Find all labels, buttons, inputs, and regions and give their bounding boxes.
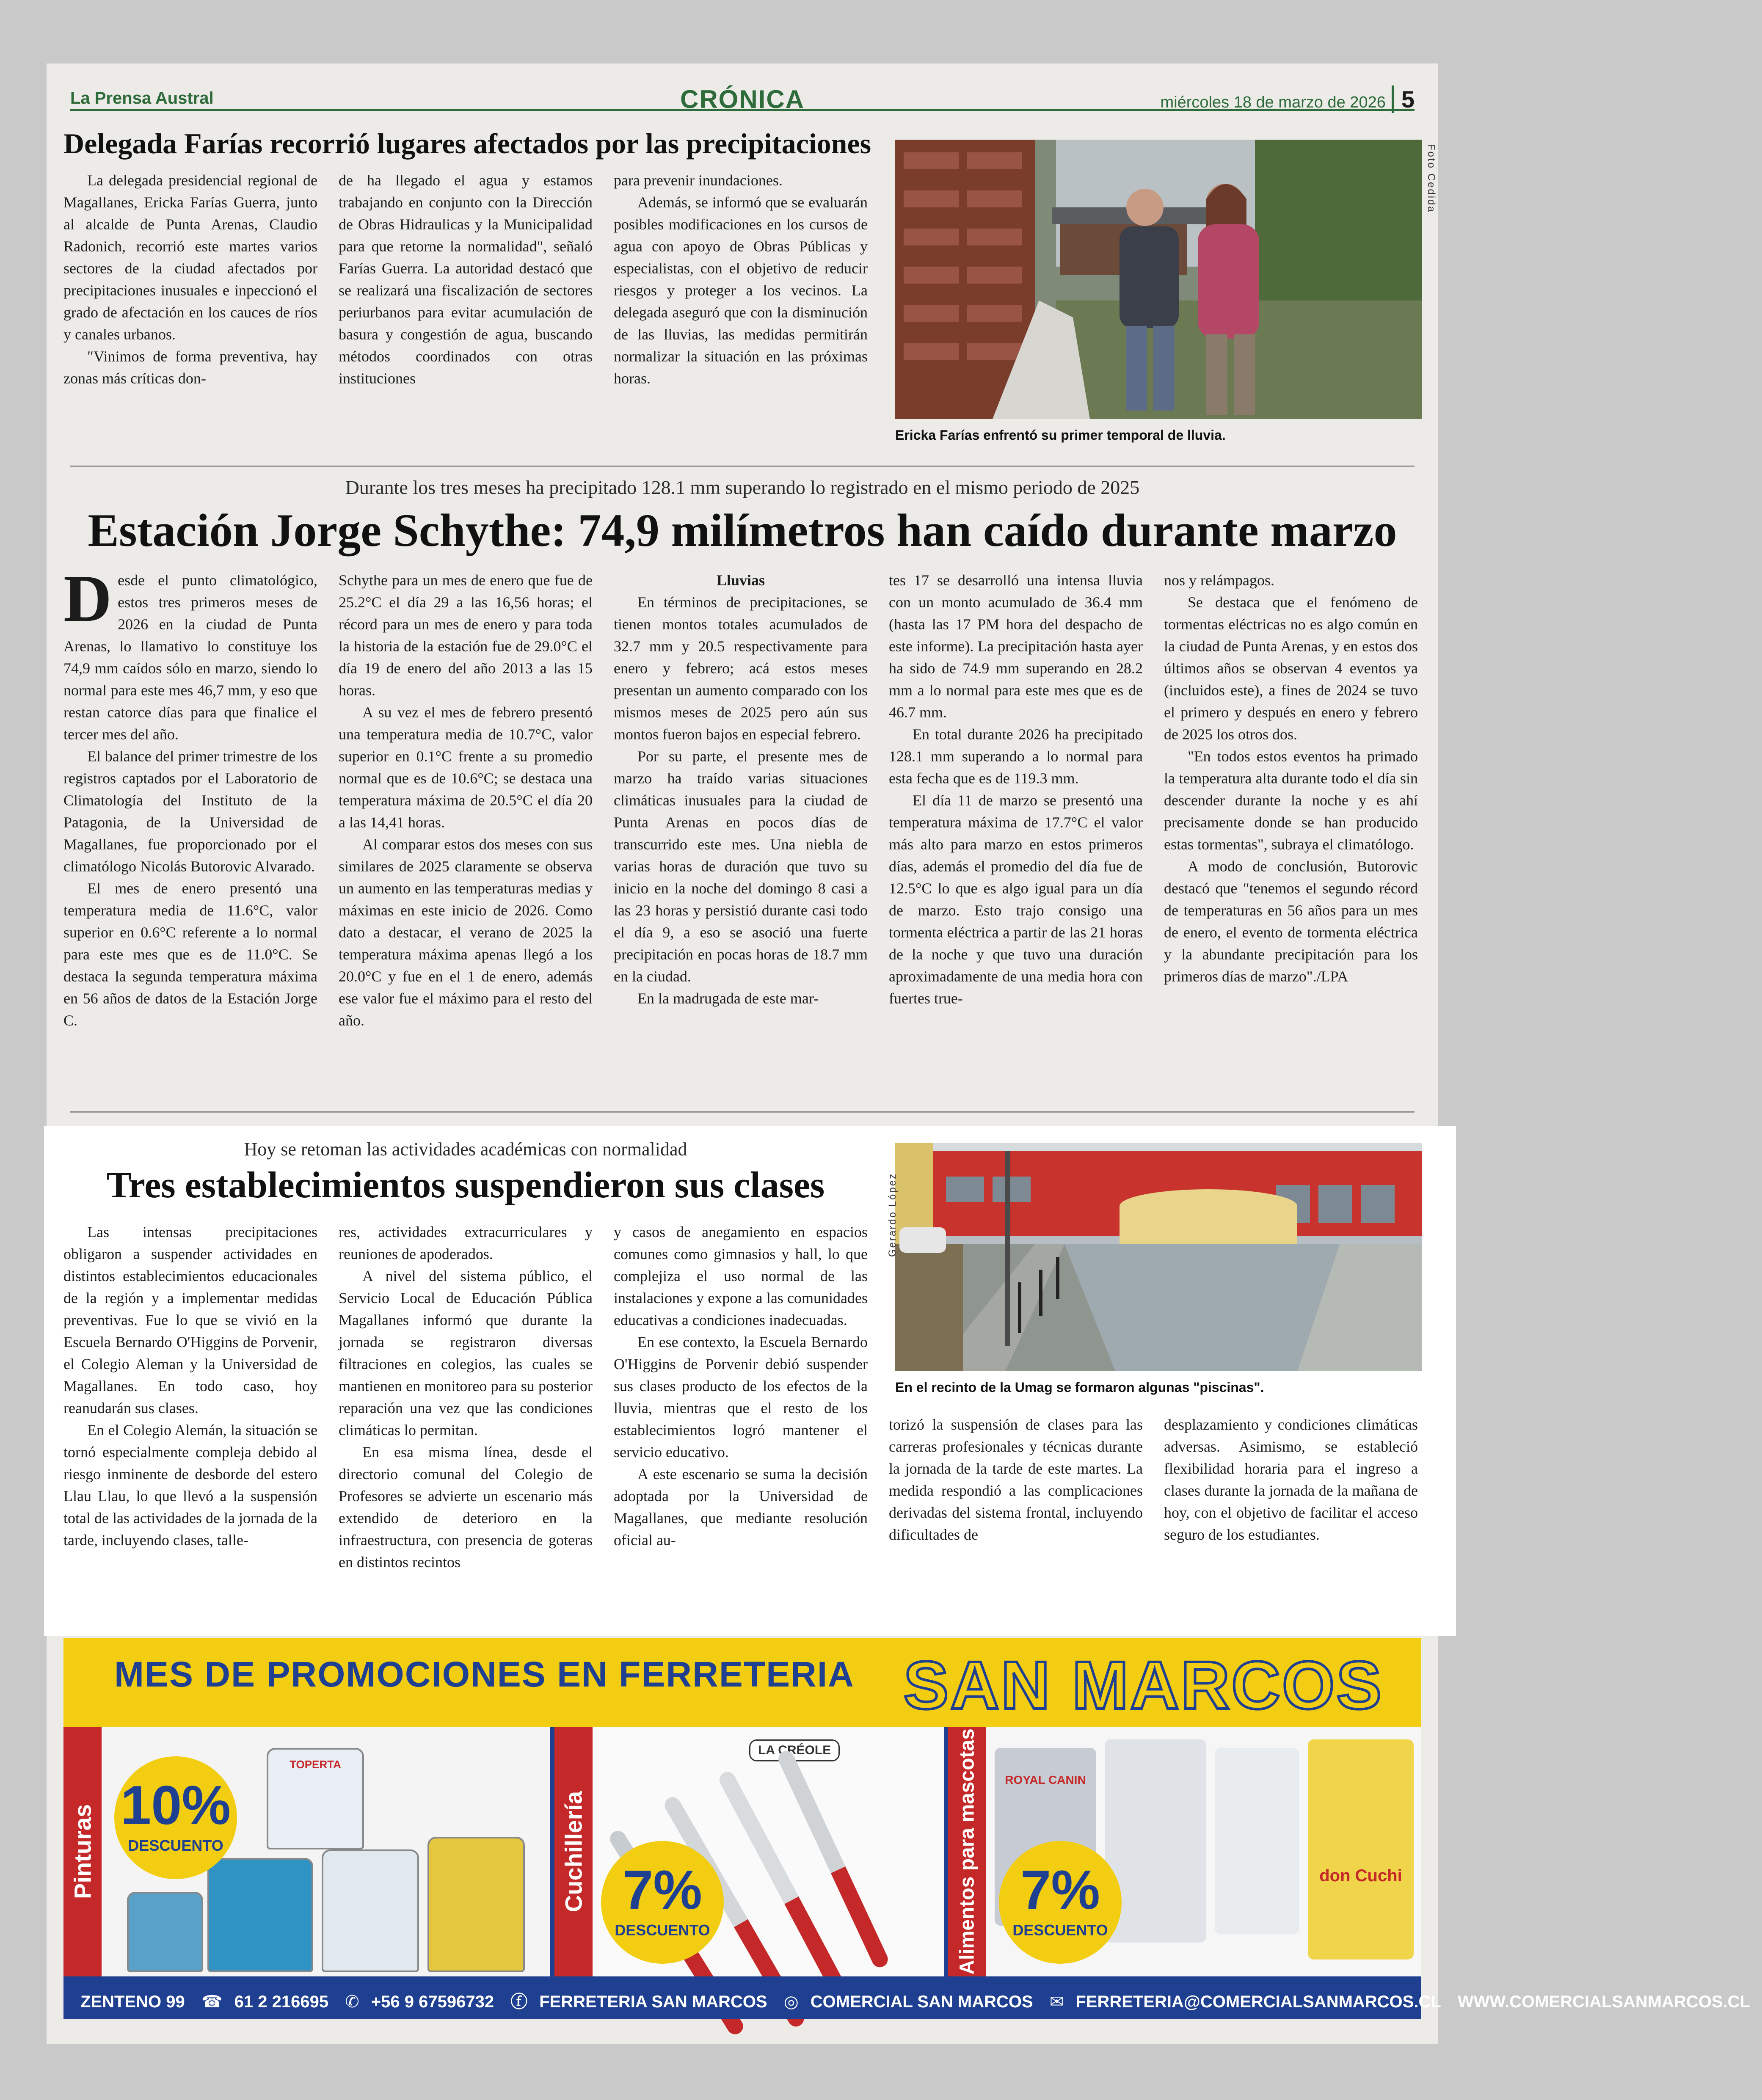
email-icon: ✉	[1049, 1993, 1064, 2011]
umag-photo-illustration	[895, 1143, 1422, 1371]
section-name: CRÓNICA	[680, 85, 805, 113]
article2-col1-p3: El mes de enero presentó una temperatura media de 11.6°C, valor superior en 0.6°C referente a lo normal para este mes que es de 11.0°C. Se destaca la segunda temperatura máxima en 56 años de datos de la Estación Jorge C.	[63, 880, 317, 1029]
article3-col3-p1: y casos de anegamiento en espacios comunes como gimnasios y hall, lo que complejiza el uso normal de las instalaciones y expone a las comunidades educativas a condiciones inadecuadas.	[614, 1224, 868, 1328]
article3-col4-p1: torizó la suspensión de clases para las carreras profesionales y técnicas durante la jornada de la tarde de este martes. La medida respondió a las complicaciones derivadas del sistema frontal, incluyendo dificultades de	[889, 1416, 1143, 1543]
article3-col3-p3: A este escenario se suma la decisión adoptada por la Universidad de Magallanes, que mediante resolución oficial au-	[614, 1466, 868, 1549]
article2-col2-p1: Schythe para un mes de enero que fue de 25.2°C el día 29 a las 16,56 horas; el récord para un mes de enero y para toda la historia de la estación fue de 29.0°C el día 19 de enero del año 2013 a las 15 horas.	[339, 572, 593, 699]
pet-food-bag-icon: ROYAL CANIN	[995, 1748, 1096, 1926]
article3-col2-p2: A nivel del sistema público, el Servicio Local de Educación Pública Magallanes informó que durante la jornada se registraron diversas filtraciones en colegios, las cuales se mantienen en monitoreo para su posterior reparación una vez que las condiciones climáticas lo permitan.	[339, 1268, 593, 1439]
article2-col2	[339, 569, 593, 1102]
newspaper-page	[47, 63, 1750, 2044]
article2-col2-p3: Al comparar estos dos meses con sus similares de 2025 claramente se observa un aumento en las temperaturas medias y máximas en este inicio de 2026. Como dato a destacar, el verano de 2025 la temperatura máxima apenas llegó a los 20.0°C y fue en el 1 de enero, además ese valor fue el máximo para el resto del año.	[339, 836, 593, 1029]
article1-col3	[614, 169, 868, 508]
phone-icon: ☎	[201, 1993, 223, 2011]
ad-label-pets: Alimentos para mascotas	[948, 1727, 986, 1976]
paint-can-icon	[322, 1849, 419, 1972]
article2-col5-p3: "En todos estos eventos ha primado la temperatura alta durante todo el día sin descender durante la noche y es ahí precisamente donde se han producido estas tormentas", subraya el climatólogo.	[1164, 748, 1418, 853]
pet-food-bag-icon	[1215, 1748, 1299, 1934]
article2-col5-p2: Se destaca que el fenómeno de tormentas eléctricas no es algo común en la ciudad de Punta Arenas, y en estos dos últimos años se observan 4 eventos ya (incluidos este), a fines de 2024 se tuvo el primero y después en enero y febrero de 2025 los otros dos.	[1164, 594, 1418, 743]
ad-brand: SAN MARCOS	[903, 1647, 1383, 1723]
article1-col1	[63, 169, 317, 508]
article1-col1-p1: La delegada presidencial regional de Magallanes, Ericka Farías Guerra, junto al alcalde de Punta Arenas, Claudio Radonich, recorrió este martes varios sectores de la ciudad afectados por precipitaciones inusuales e inpeccionó el grado de afectación en los cauces de ríos y canales urbanos.	[63, 172, 317, 343]
article2-col3	[614, 569, 868, 1102]
article2-col1-p2: El balance del primer trimestre de los registros captados por el Laboratorio de Climatología del Instituto de la Patagonia, de la Universidad de Magallanes, fue proporcionado por el climatólogo Nicolás Butorovic Alvarado.	[63, 748, 317, 875]
divider-1	[70, 466, 1415, 467]
page-number: 5	[1392, 85, 1415, 113]
article3-col1-p1: Las intensas precipitaciones obligaron a suspender actividades en distintos establecimientos educacionales de la región y a implementar medidas preventivas. Fue lo que se vivió en la Escuela Bernardo O'Higgins de Porvenir, el Colegio Aleman y la Universidad de Magallanes. En todo caso, hoy reanudarán sus clases.	[63, 1224, 317, 1417]
page-header	[70, 85, 1415, 111]
facebook-icon: ⓕ	[510, 1993, 528, 2011]
article1-col2-p1: de ha llegado el agua y estamos trabajando en conjunto con la Dirección de Obras Hidraulicas y la Municipalidad para que retorne la normalidad", señaló Farías Guerra. La autoridad destacó que se realizará una fiscalización de sectores periurbanos para evitar acumulación de basura y congestión de agua, buscando métodos coordinados con otras instituciones	[339, 172, 593, 387]
article3-col1-p2: En el Colegio Alemán, la situación se tornó especialmente compleja debido al riesgo inminente de desborde del estero Llau Llau, lo que llevó a la suspensión total de las actividades de la jornada de la tarde, incluyendo clases, talle-	[63, 1422, 317, 1549]
article3-col5-p1: desplazamiento y condiciones climáticas adversas. Asimismo, se estableció flexibilidad horaria para el ingreso a clases durante la jornada de la mañana de hoy, con el objetivo de facilitar el acceso seguro de los estudiantes.	[1164, 1416, 1418, 1543]
delegate-photo-illustration	[895, 140, 1422, 419]
ad-instagram[interactable]: COMERCIAL SAN MARCOS	[810, 1993, 1033, 2011]
article3-col4	[889, 1414, 1143, 1625]
article2-col5	[1164, 569, 1418, 1102]
article3-col2-p3: En esa misma línea, desde el directorio comunal del Colegio de Profesores se advierte un escenario más extendido de deterioro en la infraestructura, con presencia de goteras en distintos recintos	[339, 1444, 593, 1571]
article1-col3-p1: para prevenir inundaciones.	[614, 172, 783, 189]
ad-email[interactable]: FERRETERIA@COMERCIALSANMARCOS.CL	[1075, 1993, 1441, 2011]
article3-col2-p1: res, actividades extracurriculares y reuniones de apoderados.	[339, 1224, 593, 1262]
ad-contact-bar	[63, 1976, 1750, 2019]
ad-web[interactable]: WWW.COMERCIALSANMARCOS.CL	[1457, 1993, 1750, 2011]
article1-col2	[339, 169, 593, 508]
article1-photo	[895, 140, 1422, 419]
ad-phone[interactable]: 61 2 216695	[234, 1993, 329, 2011]
article2-col3-p3: En la madrugada de este mar-	[637, 990, 819, 1007]
knife-brand-label: LA CRÉOLE	[749, 1739, 840, 1761]
date-text: miércoles 18 de marzo de 2026	[1160, 94, 1386, 111]
article3-col3	[614, 1221, 868, 1627]
article2-col4	[889, 569, 1143, 1102]
discount-badge-paints: 10% DESCUENTO	[114, 1756, 237, 1879]
article3-col3-p2: En ese contexto, la Escuela Bernardo O'Higgins de Porvenir debió suspender sus clases producto de los efectos de la lluvia, mientras que el resto de los establecimientos logró mantener el servicio educativo.	[614, 1334, 868, 1461]
article3-col5	[1164, 1414, 1418, 1625]
ad-headline: MES DE PROMOCIONES EN FERRETERIA	[114, 1654, 855, 1694]
article3-photo-caption: En el recinto de la Umag se formaron algunas "piscinas".	[895, 1380, 1264, 1395]
article3-col1	[63, 1221, 317, 1627]
article2-drop-cap: D	[63, 562, 112, 636]
pet-food-bag-icon: don Cuchi	[1308, 1739, 1414, 1959]
article1-col3-p2: Además, se informó que se evaluarán posibles modificaciones en los cursos de agua con apoyo de Obras Públicas y especialistas, con el objetivo de reducir riesgos y proteger a los vecinos. La delegada aseguró que con la disminución de las lluvias, las medidas permitirán normalizar la situación en las próximas horas.	[614, 194, 868, 387]
article1-photo-caption: Ericka Farías enfrentó su primer temporal de lluvia.	[895, 427, 1226, 443]
article2-col4-p2: En total durante 2026 ha precipitado 128.1 mm superando a lo normal para esta fecha que es de 119.3 mm.	[889, 726, 1143, 787]
article2-col4-p1: tes 17 se desarrolló una intensa lluvia con un monto acumulado de 36.4 mm (hasta las 17 PM hora del despacho de este informe). La precipitación hasta ayer ha sido de 74.9 mm superando en 28.2 mm a lo normal para este mes que es de 46.7 mm.	[889, 572, 1143, 721]
paint-can-icon	[427, 1837, 525, 1972]
article2-col1-p1: esde el punto climatológico, estos tres primeros meses de 2026 en la ciudad de Punta Arenas, lo llamativo lo constituye los 74,9 mm caídos sólo en marzo, siendo lo normal para este mes 46,7 mm, y eso que restan catorce días para que finalice el tercer mes del año.	[63, 572, 317, 743]
ad-whatsapp[interactable]: +56 9 67596732	[371, 1993, 494, 2011]
discount-badge-knives: 7% DESCUENTO	[601, 1841, 724, 1964]
paint-can-icon: TOPERTA	[267, 1748, 364, 1849]
article2-col5-p1: nos y relámpagos.	[1164, 572, 1274, 589]
ad-label-paints: Pinturas	[63, 1727, 102, 1976]
article2-subhead: Lluvias	[716, 572, 765, 589]
article2-col5-p4: A modo de conclusión, Butorovic destacó que "tenemos el segundo récord de temperaturas en 56 años para un mes de enero, el evento de tormenta eléctrica y la abundante precipitación para los primeros días de marzo"./LPA	[1164, 858, 1418, 985]
article2-col2-p2: A su vez el mes de febrero presentó una temperatura media de 10.7°C, valor superior en 0.1°C frente a su promedio normal que es de 10.6°C; se destaca una temperatura máxima de 20.5°C el día 20 a las 14,41 horas.	[339, 704, 593, 831]
article3-photo-credit: Gerardo López	[887, 1172, 898, 1257]
article1-title: Delegada Farías recorrió lugares afectados por las precipitaciones	[63, 127, 871, 160]
paint-can-icon	[127, 1892, 203, 1972]
paper-name: La Prensa Austral	[70, 89, 214, 107]
page-date	[1161, 85, 1415, 113]
article3-kicker: Hoy se retoman las actividades académicas con normalidad	[244, 1139, 687, 1160]
whatsapp-icon: ✆	[345, 1993, 359, 2011]
instagram-icon: ◎	[783, 1993, 799, 2011]
ad-facebook[interactable]: FERRETERIA SAN MARCOS	[539, 1993, 767, 2011]
article2-kicker: Durante los tres meses ha precipitado 128.1 mm superando lo registrado en el mismo periodo de 2025	[345, 477, 1140, 498]
article2-col3-p1: En términos de precipitaciones, se tienen montos totales acumulados de 32.7 mm y 20.5 respectivamente para enero y febrero; acá estos meses presentan un aumento comparado con los mismos meses de 2025 pero aún sus montos fueron bajos en especial febrero.	[614, 594, 868, 743]
article3-title: Tres establecimientos suspendieron sus clases	[106, 1165, 825, 1206]
paint-can-icon	[207, 1858, 313, 1972]
article2-col3-p2: Por su parte, el presente mes de marzo ha traído varias situaciones climáticas inusuales para la ciudad de Punta Arenas en pocos días de transcurrido este mes. Una niebla de varias horas de duración que tuvo su inicio en la noche del domingo 8 casi a las 23 horas y persistió durante casi todo el día 9, a eso se asoció una fuerte precipitación en pocas horas de 18.7 mm en la ciudad.	[614, 748, 868, 985]
article2-col4-p3: El día 11 de marzo se presentó una temperatura máxima de 17.7°C el valor más alto para marzo en estos primeros días, además el promedio del día fue de 12.5°C lo que es algo igual para un día de marzo. Esto trajo consigo una tormenta eléctrica a partir de las 21 horas de la noche y que tuvo una duración aproximadamente de una media hora con fuertes true-	[889, 792, 1143, 1007]
article3-col2	[339, 1221, 593, 1627]
ad-label-knives: Cuchillería	[554, 1727, 593, 1976]
article3-photo	[895, 1143, 1422, 1371]
ad-address: ZENTENO 99	[80, 1993, 185, 2011]
divider-2	[70, 1111, 1415, 1113]
article2-title: Estación Jorge Schythe: 74,9 milímetros han caído durante marzo	[88, 504, 1397, 556]
article2-col1	[63, 562, 317, 1102]
discount-badge-pets: 7% DESCUENTO	[999, 1841, 1122, 1964]
article1-col1-p2: "Vinimos de forma preventiva, hay zonas más críticas don-	[63, 348, 317, 387]
ferreteria-advertisement[interactable]	[63, 1638, 1750, 2019]
article1-photo-credit: Foto Cedida	[1426, 144, 1437, 213]
